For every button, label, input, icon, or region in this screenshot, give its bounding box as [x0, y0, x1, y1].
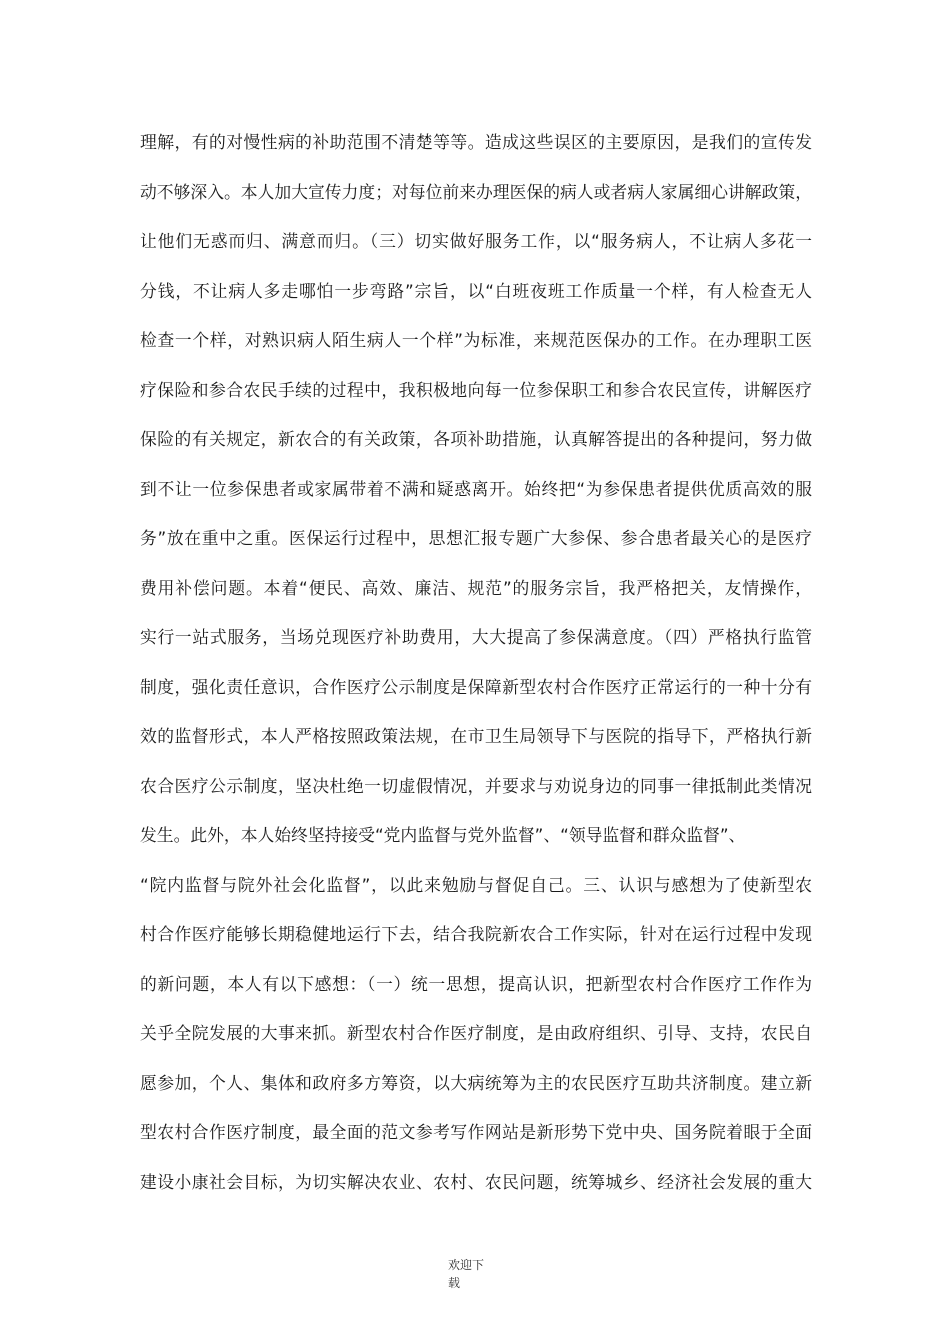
- text-line: 动不够深入。本人加大宣传力度；对每位前来办理医保的病人或者病人家属细心讲解政策，: [140, 181, 812, 202]
- text-line: 的新问题，本人有以下感想：（一）统一思想，提高认识，把新型农村合作医疗工作作为: [140, 973, 812, 994]
- text-line: 建设小康社会目标，为切实解决农业、农村、农民问题，统筹城乡、经济社会发展的重大: [140, 1171, 812, 1192]
- text-line: 疗保险和参合农民手续的过程中，我积极地向每一位参保职工和参合农民宣传，讲解医疗: [140, 379, 812, 400]
- text-line: 分钱，不让病人多走哪怕一步弯路”宗旨，以“白班夜班工作质量一个样，有人检查无人: [140, 280, 812, 301]
- text-line: 农合医疗公示制度，坚决杜绝一切虚假情况，并要求与劝说身边的同事一律抵制此类情况: [140, 775, 812, 796]
- text-line: 发生。此外，本人始终坚持接受“党内监督与党外监督”、“领导监督和群众监督”、: [140, 825, 746, 845]
- body-text: [140, 125, 812, 1214]
- text-line: 制度，强化责任意识，合作医疗公示制度是保障新型农村合作医疗正常运行的一种十分有: [140, 676, 812, 697]
- text-line: 理解，有的对慢性病的补助范围不清楚等等。造成这些误区的主要原因，是我们的宣传发: [140, 132, 812, 152]
- text-line: 效的监督形式，本人严格按照政策法规，在市卫生局领导下与医院的指导下，严格执行新: [140, 726, 812, 746]
- text-line: 费用补偿问题。本着“便民、高效、廉洁、规范”的服务宗旨，我严格把关，友情操作，: [140, 577, 812, 598]
- footer-text-line1: 欢迎下: [448, 1258, 485, 1272]
- footer-text-line2: 载: [448, 1276, 461, 1290]
- text-line: “院内监督与院外社会化监督”，以此来勉励与督促自己。三、认识与感想为了使新型农: [140, 874, 812, 895]
- text-line: 实行一站式服务，当场兑现医疗补助费用，大大提高了参保满意度。（四）严格执行监管: [140, 627, 812, 647]
- text-line: 检查一个样，对熟识病人陌生病人一个样”为标准，来规范医保办的工作。在办理职工医: [140, 330, 812, 350]
- text-line: 让他们无惑而归、满意而归。（三）切实做好服务工作，以“服务病人，不让病人多花一: [140, 231, 812, 251]
- text-line: 到不让一位参保患者或家属带着不满和疑惑离开。始终把“为参保患者提供优质高效的服: [140, 478, 812, 499]
- text-line: 愿参加，个人、集体和政府多方筹资，以大病统筹为主的农民医疗互助共济制度。建立新: [140, 1072, 812, 1093]
- text-line: 务”放在重中之重。医保运行过程中，思想汇报专题广大参保、参合患者最关心的是医疗: [140, 528, 812, 548]
- page-footer: [448, 1256, 498, 1292]
- text-line: 村合作医疗能够长期稳健地运行下去，结合我院新农合工作实际，针对在运行过程中发现: [140, 924, 812, 944]
- text-line: 保险的有关规定，新农合的有关政策，各项补助措施，认真解答提出的各种提问，努力做: [140, 429, 812, 449]
- text-line: 型农村合作医疗制度，最全面的范文参考写作网站是新形势下党中央、国务院着眼于全面: [140, 1122, 812, 1142]
- text-line: 关乎全院发展的大事来抓。新型农村合作医疗制度，是由政府组织、引导、支持，农民自: [140, 1023, 812, 1043]
